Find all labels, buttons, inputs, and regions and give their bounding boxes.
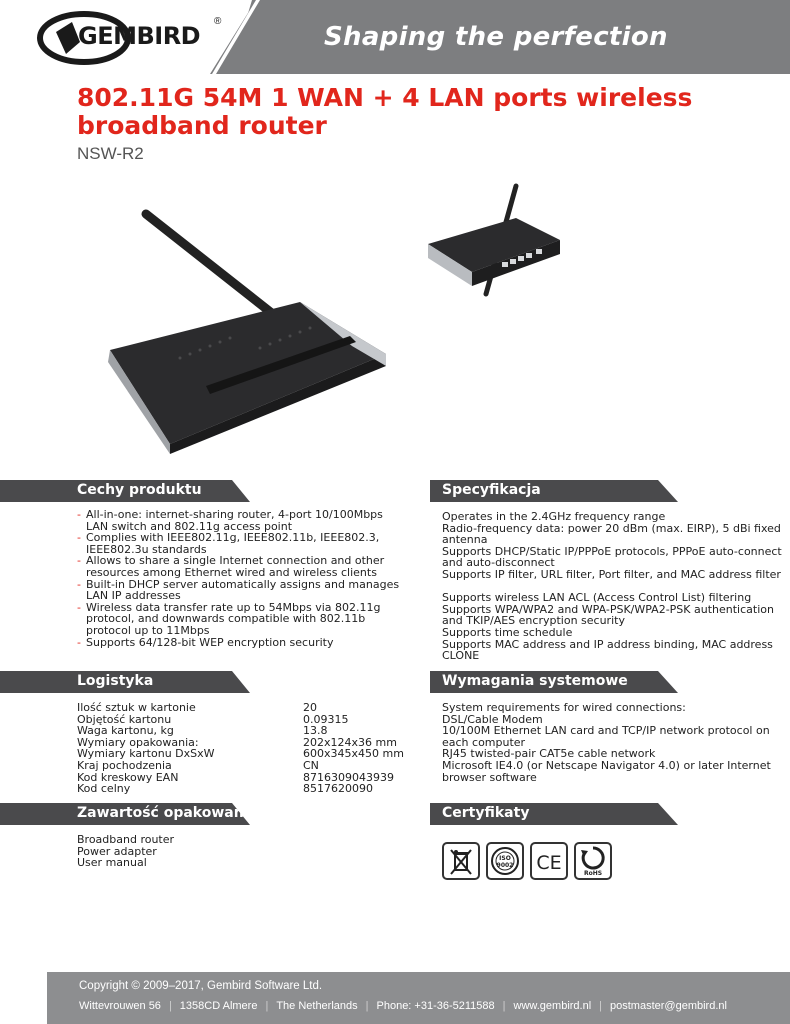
logistics-key: Kod celny — [77, 782, 131, 796]
requirements-heading: Wymagania systemowe — [442, 673, 628, 689]
rohs-label: RoHS — [583, 870, 603, 877]
iso-label: ISO — [499, 855, 511, 862]
feature-item: - Wireless data transfer rate up to 54Mbps via 802.11g protocol, and downwards compatible with 802.11b protocol up to 11Mbps — [77, 602, 407, 637]
requirement-line: DSL/Cable Modem — [442, 712, 543, 726]
feature-item: - Built-in DHCP server automatically assigns and manages LAN IP addresses — [77, 579, 407, 602]
logistics-value: 8716309043939 — [303, 770, 394, 784]
footer-separator: | — [265, 1000, 269, 1012]
footer-separator: | — [365, 1000, 369, 1012]
section-header-requirements — [430, 671, 680, 693]
package-heading: Zawartość opakowania — [77, 805, 258, 821]
logistics-key: Kraj pochodzenia — [77, 758, 172, 772]
weee-bin-icon — [442, 842, 480, 880]
footer-web-link[interactable]: www.gembird.nl — [513, 1000, 592, 1012]
slogan: Shaping the perfection — [324, 22, 668, 52]
footer-city: 1358CD Almere — [179, 1000, 258, 1012]
spec-line: Supports wireless LAN ACL (Access Control List) filtering — [442, 591, 752, 605]
logistics-key: Objętość kartonu — [77, 712, 172, 726]
package-list — [77, 834, 377, 869]
package-item: Power adapter — [77, 844, 157, 858]
requirements-list — [442, 702, 782, 783]
footer-phone: Phone: +31-36-5211588 — [376, 1000, 495, 1012]
section-header-specs — [430, 480, 680, 502]
logistics-value: 13.8 — [303, 724, 328, 738]
footer-email-link[interactable]: postmaster@gembird.nl — [610, 1000, 727, 1012]
logistics-value: 202x124x36 mm — [303, 735, 397, 749]
logistics-key: Ilość sztuk w kartonie — [77, 701, 196, 714]
logistics-table — [77, 702, 417, 795]
router-image-back — [424, 182, 564, 300]
footer-separator: | — [168, 1000, 172, 1012]
section-header-package — [0, 803, 258, 825]
logistics-value: 20 — [303, 701, 317, 714]
spec-line: Operates in the 2.4GHz frequency range — [442, 510, 666, 523]
certificates-heading: Certyfikaty — [442, 805, 530, 821]
logistics-key: Wymiary opakowania: — [77, 735, 199, 749]
requirement-line: Microsoft IE4.0 (or Netscape Navigator 4.0) or later Internet browser software — [442, 758, 771, 784]
logistics-value: 600x345x450 mm — [303, 747, 404, 761]
rohs-icon — [574, 842, 612, 880]
spec-line: Supports IP filter, URL filter, Port filter, and MAC address filter — [442, 567, 781, 581]
logistics-key: Waga kartonu, kg — [77, 724, 174, 738]
footer-country: The Netherlands — [276, 1000, 358, 1012]
spec-line: Supports DHCP/Static IP/PPPoE protocols, PPPoE auto-connect and auto-disconnect — [442, 544, 782, 570]
spec-line: Radio-frequency data: power 20 dBm (max. EIRP), 5 dBi fixed antenna — [442, 521, 781, 547]
footer-separator: | — [502, 1000, 506, 1012]
package-item: Broadband router — [77, 833, 175, 846]
section-header-certificates — [430, 803, 680, 825]
ce-label: CE — [536, 852, 562, 873]
footer-copyright: Copyright © 2009–2017, Gembird Software Ltd. — [79, 980, 323, 992]
feature-item: - Complies with IEEE802.11g, IEEE802.11b, IEEE802.3, IEEE802.3u standards — [77, 532, 407, 555]
footer-separator: | — [599, 1000, 603, 1012]
spec-line: Supports WPA/WPA2 and WPA-PSK/WPA2-PSK authentication and TKIP/AES encryption security — [442, 602, 774, 628]
footer-address: Wittevrouwen 56 — [79, 1000, 161, 1012]
features-heading: Cechy produktu — [77, 482, 202, 498]
spec-line: Supports MAC address and IP address binding, MAC address CLONE — [442, 637, 773, 663]
logistics-value: 0.09315 — [303, 712, 349, 726]
logistics-row — [77, 783, 417, 795]
specs-list — [442, 511, 782, 662]
spec-line: Supports time schedule — [442, 625, 573, 639]
product-title: 802.11G 54M 1 WAN + 4 LAN ports wireless broadband router — [77, 83, 693, 140]
specs-heading: Specyfikacja — [442, 482, 541, 498]
section-header-features — [0, 480, 250, 502]
feature-item: - Supports 64/128-bit WEP encryption security — [77, 637, 407, 649]
feature-item: - Allows to share a single Internet connection and other resources among Ethernet wired and wireless clients — [77, 555, 407, 578]
features-list — [77, 509, 407, 648]
logistics-heading: Logistyka — [77, 673, 154, 689]
iso-number: 9002 — [496, 862, 514, 869]
registered-mark: ® — [214, 16, 222, 27]
logistics-row — [77, 702, 417, 714]
brand-name: GEMBIRD — [78, 22, 201, 50]
logistics-row — [77, 760, 417, 772]
router-image-main — [100, 208, 390, 456]
logistics-value: 8517620090 — [303, 782, 373, 796]
requirement-line: 10/100M Ethernet LAN card and TCP/IP network protocol on each computer — [442, 724, 770, 749]
iso-9002-icon — [486, 842, 524, 880]
feature-item: - All-in-one: internet-sharing router, 4-port 10/100Mbps LAN switch and 802.11g access point — [77, 509, 407, 532]
requirement-line: System requirements for wired connections: — [442, 701, 686, 714]
section-header-logistics — [0, 671, 250, 693]
footer-contacts — [79, 1000, 727, 1012]
certificate-icons — [442, 842, 612, 880]
requirement-line: RJ45 twisted-pair CAT5e cable network — [442, 747, 656, 761]
product-model: NSW-R2 — [77, 144, 144, 163]
package-item: User manual — [77, 856, 147, 870]
ce-mark-icon — [530, 842, 568, 880]
logistics-key: Wymiary kartonu DxSxW — [77, 747, 215, 761]
logistics-key: Kod kreskowy EAN — [77, 770, 179, 784]
logistics-value: CN — [303, 758, 319, 772]
